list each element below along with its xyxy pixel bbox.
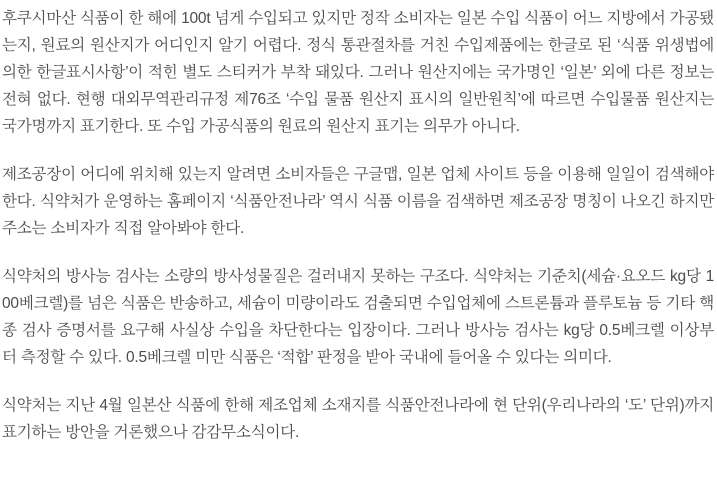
paragraph-mfds-plan: 식약처는 지난 4월 일본산 식품에 한해 제조업체 소재지를 식품안전나라에 현 단위(우리나라의 ‘도’ 단위)까지 표기하는 방안을 거론했으나 감감무소식이다. [2, 397, 714, 441]
paragraph-radiation-testing: 식약처의 방사능 검사는 소량의 방사성물질은 걸러내지 못하는 구조다. 식약처는 기준치(세슘·요오드 kg당 100베크렐)를 넘은 식품은 반송하고, 세슘이 미량이라도 검출되면 수입업체에 스트론튬과 플루토늄 등 기타 핵종 검사 증명서를 요구해 사실상 수입을 차단한다는 입장이다. 그러나 방사능 검사는 kg당 0.5베크렐 이상부터 측정할 수 있다. 0.5베크렐 미만 식품은 ‘적합’ 판정을 받아 국내에 들어올 수 있다는 의미다. [2, 268, 714, 366]
paragraph-factory-lookup: 제조공장이 어디에 위치해 있는지 알려면 소비자들은 구글맵, 일본 업체 사이트 등을 이용해 일일이 검색해야 한다. 식약처가 운영하는 홈페이지 ‘식품안전나라’ 역시 식품 이름을 검색하면 제조공장 명칭이 나오긴 하지만 주소는 소비자가 직접 알아봐야 한다. [2, 166, 714, 237]
paragraph-origin-labeling: 후쿠시마산 식품이 한 해에 100t 넘게 수입되고 있지만 정작 소비자는 일본 수입 식품이 어느 지방에서 가공됐는지, 원료의 원산지가 어디인지 알기 어렵다. 정식 통관절차를 거친 수입제품에는 한글로 된 ‘식품 위생법에 의한 한글표시사항’이 적힌 별도 스티커가 부착 돼있다. 그러나 원산지에는 국가명인 ‘일본’ 외에 다른 정보는 전혀 없다. 현행 대외무역관리규정 제76조 ‘수입 물품 원산지 표시의 일반원칙’에 따르면 수입물품 원산지는 국가명까지 표기한다. 또 수입 가공식품의 원료의 원산지 표기는 의무가 아니다. [2, 10, 714, 135]
